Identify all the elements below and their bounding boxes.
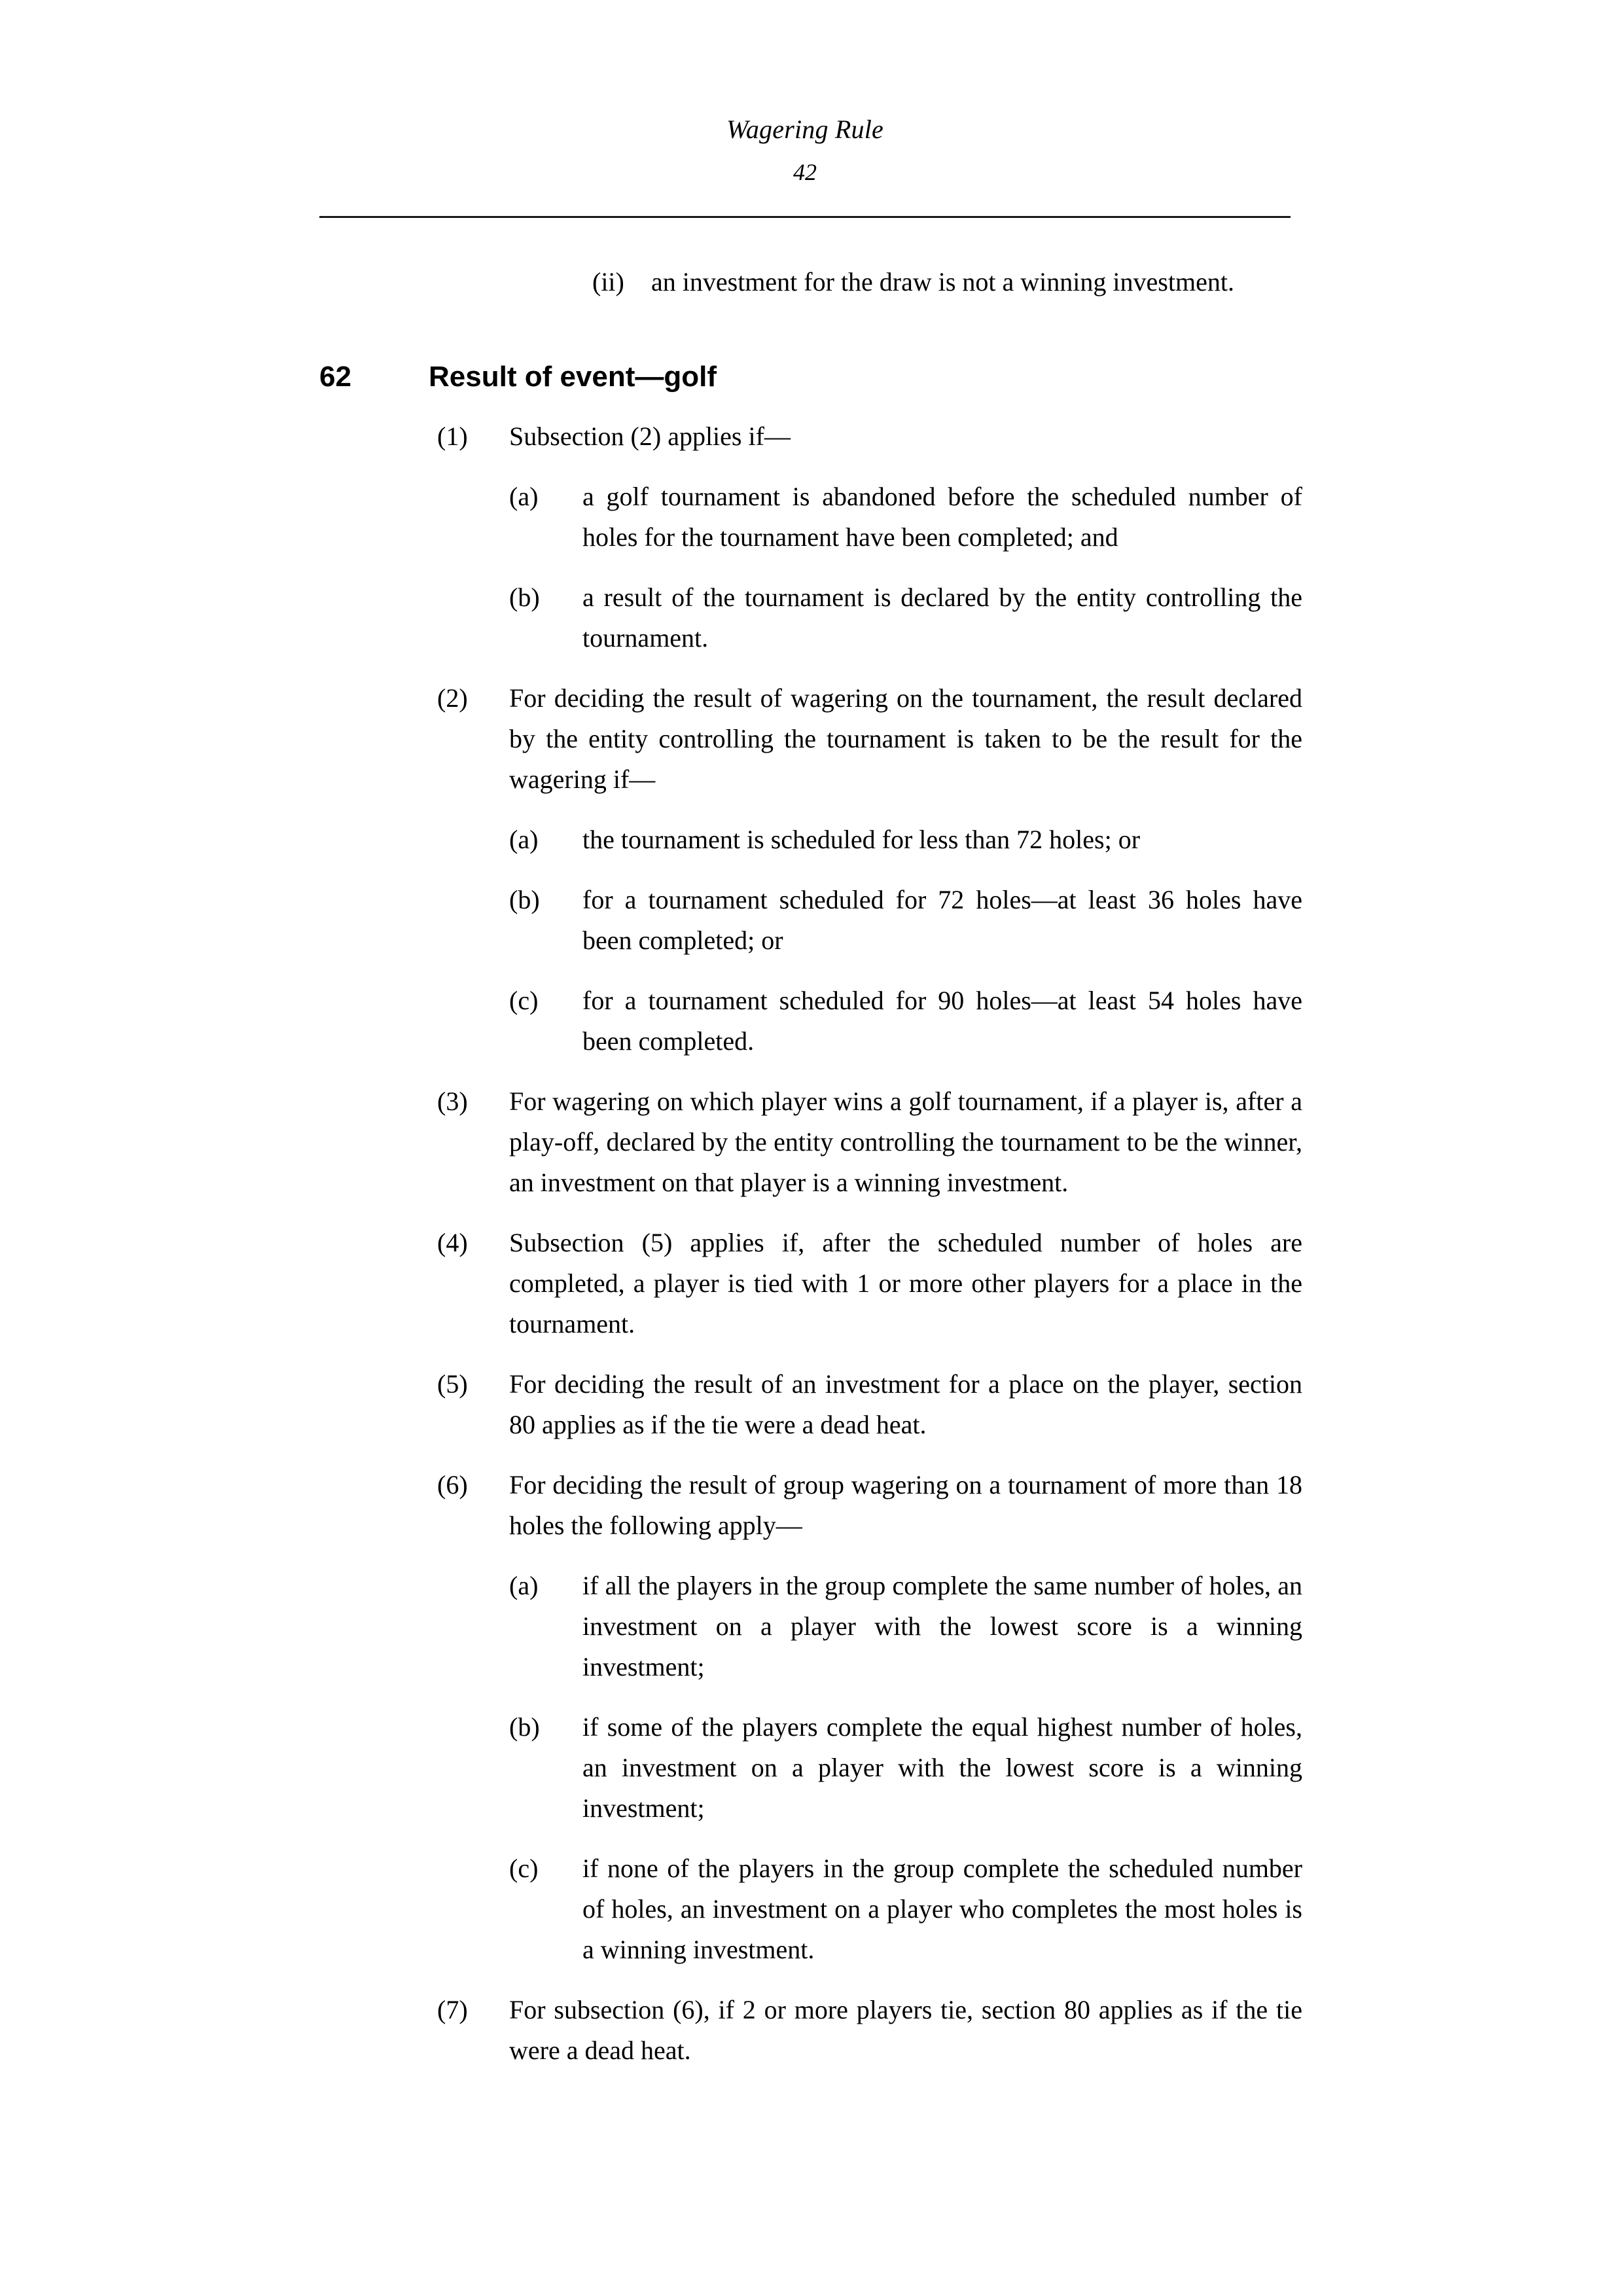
- paragraph-marker: (a): [509, 1571, 539, 1600]
- spacer: [0, 1829, 1623, 1848]
- subsection-2: [437, 678, 1302, 800]
- paragraph-marker: (c): [509, 1854, 539, 1883]
- paragraph-text: if all the players in the group complete the same number of holes, an investment on a player with the lowest score is a winning investment;: [582, 1571, 1302, 1681]
- subsection-2-paragraph-c: [509, 980, 1302, 1062]
- list-item-marker: (ii): [592, 267, 624, 296]
- page-header: [319, 111, 1291, 190]
- subsection-5: [437, 1364, 1302, 1445]
- spacer: [0, 658, 1623, 678]
- subsection-6: [437, 1465, 1302, 1546]
- section-number: 62: [319, 361, 351, 393]
- subsection-marker: (3): [437, 1086, 468, 1116]
- spacer: [0, 302, 1623, 357]
- subsection-7: [437, 1990, 1302, 2071]
- subsection-1: [437, 416, 1302, 457]
- paragraph-text: for a tournament scheduled for 72 holes—at least 36 holes have been completed; or: [582, 885, 1302, 955]
- subsection-6-paragraph-a: [509, 1566, 1302, 1687]
- subsection-text: For deciding the result of wagering on the tournament, the result declared by the entity controlling the tournament is taken to be the result for the wagering if—: [509, 683, 1302, 794]
- spacer: [0, 558, 1623, 577]
- subsection-4: [437, 1223, 1302, 1344]
- subsection-text: For deciding the result of an investment for a place on the player, section 80 applies as if the tie were a dead heat.: [509, 1369, 1302, 1439]
- paragraph-marker: (c): [509, 986, 539, 1015]
- subsection-marker: (1): [437, 422, 468, 451]
- subsection-text: Subsection (5) applies if, after the scheduled number of holes are completed, a player is tied with 1 or more other players for a place in the tournament.: [509, 1228, 1302, 1338]
- spacer: [0, 1970, 1623, 1990]
- list-item-text: an investment for the draw is not a winning investment.: [651, 267, 1234, 296]
- subsection-1-paragraph-b: [509, 577, 1302, 658]
- paragraph-marker: (a): [509, 825, 539, 854]
- header-page-number: 42: [793, 159, 817, 185]
- paragraph-text: for a tournament scheduled for 90 holes—at least 54 holes have been completed.: [582, 986, 1302, 1056]
- spacer: [0, 457, 1623, 476]
- paragraph-marker: (b): [509, 885, 540, 914]
- paragraph-marker: (b): [509, 1712, 540, 1742]
- subsection-text: For wagering on which player wins a golf tournament, if a player is, after a play-off, declared by the entity controlling the tournament to be the winner, an investment on that player is a winning investment.: [509, 1086, 1302, 1197]
- paragraph-marker: (a): [509, 482, 539, 511]
- spacer: [0, 1546, 1623, 1566]
- paragraph-text: a golf tournament is abandoned before the scheduled number of holes for the tournament have been completed; and: [582, 482, 1302, 552]
- subsection-3: [437, 1081, 1302, 1203]
- subsection-marker: (7): [437, 1995, 468, 2024]
- paragraph-marker: (b): [509, 583, 540, 612]
- subsection-text: Subsection (2) applies if—: [509, 422, 791, 451]
- spacer: [0, 397, 1623, 416]
- spacer: [0, 1062, 1623, 1081]
- subsection-2-paragraph-a: [509, 819, 1302, 860]
- subsection-marker: (2): [437, 683, 468, 713]
- subsection-1-paragraph-a: [509, 476, 1302, 558]
- subsection-marker: (6): [437, 1470, 468, 1499]
- paragraph-text: the tournament is scheduled for less than 72 holes; or: [582, 825, 1141, 854]
- list-item-roman: [592, 262, 1302, 302]
- section-title: Result of event—golf: [429, 361, 717, 393]
- subsection-6-paragraph-b: [509, 1707, 1302, 1829]
- spacer: [0, 1344, 1623, 1364]
- subsection-2-paragraph-b: [509, 880, 1302, 961]
- section-heading: [319, 357, 1302, 397]
- spacer: [0, 860, 1623, 880]
- subsection-text: For deciding the result of group wagering on a tournament of more than 18 holes the following apply—: [509, 1470, 1302, 1540]
- document-body: [0, 262, 1623, 2071]
- spacer: [0, 1203, 1623, 1223]
- spacer: [0, 800, 1623, 819]
- subsection-marker: (4): [437, 1228, 468, 1257]
- subsection-text: For subsection (6), if 2 or more players tie, section 80 applies as if the tie were a dead heat.: [509, 1995, 1302, 2065]
- spacer: [0, 1687, 1623, 1707]
- header-title: Wagering Rule: [726, 115, 883, 144]
- header-divider-rule: [319, 216, 1291, 218]
- paragraph-text: if none of the players in the group complete the scheduled number of holes, an investment on a player who completes the most holes is a winning investment.: [582, 1854, 1302, 1964]
- subsection-6-paragraph-c: [509, 1848, 1302, 1970]
- spacer: [0, 1445, 1623, 1465]
- paragraph-text: a result of the tournament is declared by the entity controlling the tournament.: [582, 583, 1302, 653]
- spacer: [0, 961, 1623, 980]
- subsection-marker: (5): [437, 1369, 468, 1399]
- paragraph-text: if some of the players complete the equal highest number of holes, an investment on a player with the lowest score is a winning investment;: [582, 1712, 1302, 1823]
